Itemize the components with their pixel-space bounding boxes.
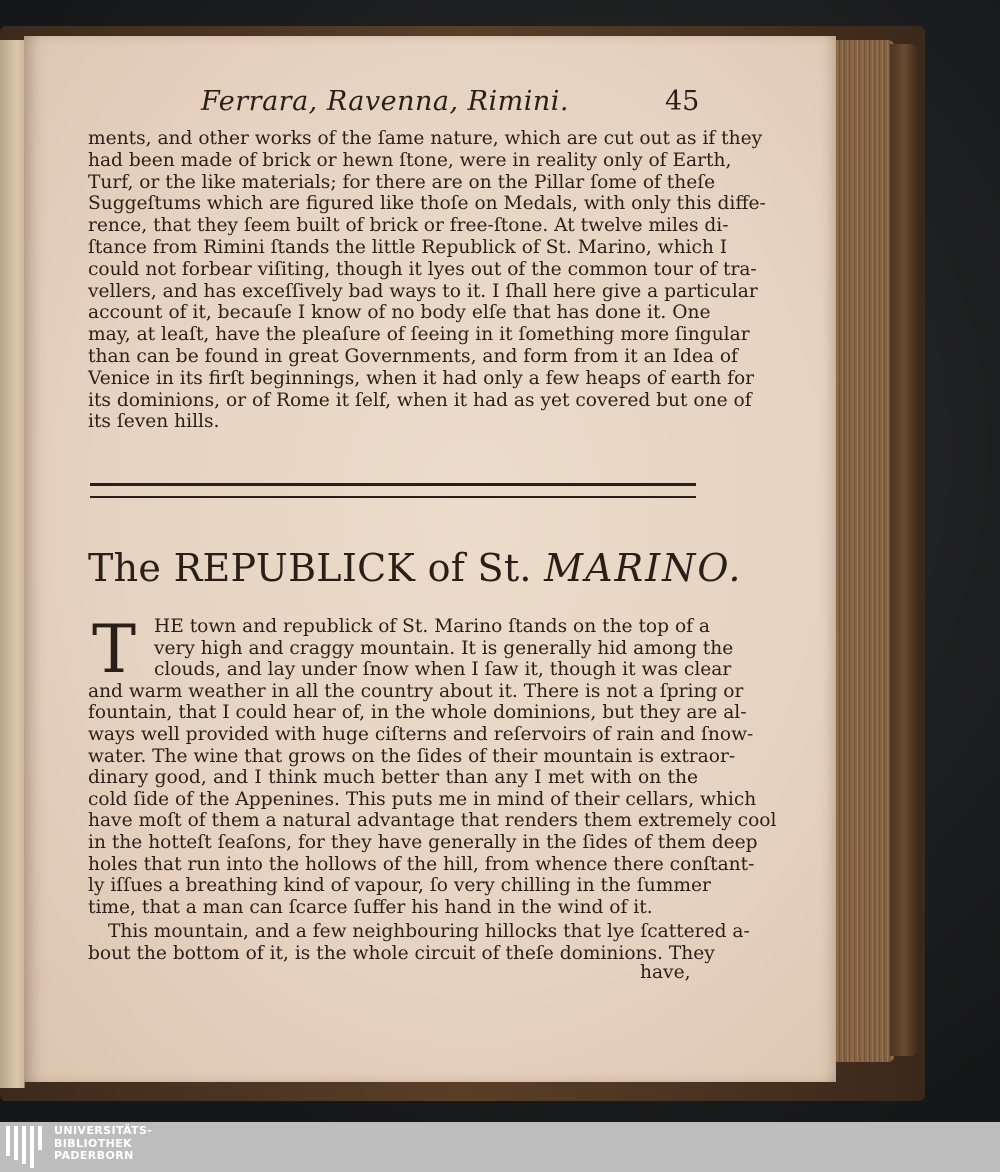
left-page-edge	[0, 40, 25, 1088]
text-line: ly iſſues a breathing kind of vapour, ſo very chilling in the ſummer	[88, 875, 711, 897]
text-line: clouds, and lay under ſnow when I ſaw it, though it was clear	[154, 659, 732, 681]
library-logo-icon	[6, 1126, 46, 1168]
text-line: Venice in its firſt beginnings, when it had only a few heaps of earth for	[88, 367, 755, 389]
text-line: Suggeſtums which are figured like thoſe on Medals, with only this diffe-	[88, 193, 766, 215]
text-line: had been made of brick or hewn ſtone, were in reality only of Earth,	[88, 149, 732, 171]
section-title	[88, 546, 743, 590]
library-footer-bar	[0, 1122, 1000, 1172]
text-line: dinary good, and I think much better than any I met with on the	[88, 767, 698, 789]
paragraph-1	[88, 128, 766, 433]
section-rule-thick	[90, 483, 696, 486]
text-line: bout the bottom of it, is the whole circuit of theſe dominions. They	[88, 942, 715, 964]
text-line: ways well provided with huge ciſterns and reſervoirs of rain and ſnow-	[88, 723, 754, 745]
text-line: fountain, that I could hear of, in the whole dominions, but they are al-	[88, 702, 747, 724]
text-line: very high and craggy mountain. It is generally hid among the	[154, 637, 734, 659]
catchword: have,	[640, 962, 691, 983]
library-name-line: PADERBORN	[54, 1149, 134, 1162]
library-name-line: BIBLIOTHEK	[54, 1136, 133, 1150]
book-binding-edge	[890, 44, 918, 1056]
text-line: ments, and other works of the ſame nature, which are cut out as if they	[88, 128, 763, 149]
section-title-roman: The REPUBLICK of St.	[88, 546, 532, 590]
page-fore-edge	[836, 40, 894, 1062]
text-line: have moſt of them a natural advantage that renders them extremely cool	[88, 810, 777, 832]
text-line: in the hotteſt ſeaſons, for they have generally in the ſides of them deep	[88, 831, 758, 853]
text-line: Turf, or the like materials; for there are on the Pillar ſome of theſe	[88, 171, 716, 193]
text-line: and warm weather in all the country about it. There is not a ſpring or	[88, 680, 744, 702]
running-head: Ferrara, Ravenna, Rimini.	[201, 86, 569, 117]
text-line: cold ſide of the Appenines. This puts me in mind of their cellars, which	[88, 788, 757, 810]
text-line: may, at leaſt, have the pleaſure of ſeeing in it ſomething more ſingular	[88, 324, 750, 346]
section-rule-thin	[90, 496, 696, 498]
text-line: holes that run into the hollows of the hill, from whence there conſtant-	[88, 853, 755, 875]
section-title-italic: MARINO.	[544, 546, 743, 590]
text-line: This mountain, and a few neighbouring hillocks that lye ſcattered a-	[108, 921, 750, 943]
text-line: account of it, becauſe I know of no body elſe that has done it. One	[88, 302, 711, 324]
library-name-line: UNIVERSITÄTS-	[54, 1124, 153, 1137]
drop-cap: T	[92, 611, 137, 688]
text-line: ſtance from Rimini ſtands the little Republick of St. Marino, which I	[88, 236, 728, 258]
page-number: 45	[665, 86, 700, 117]
paragraph-2	[88, 611, 777, 965]
text-line: could not forbear viſiting, though it lyes out of the common tour of tra-	[88, 258, 757, 280]
text-line: its dominions, or of Rome it ſelf, when it had as yet covered but one of	[88, 389, 752, 411]
text-line: HE town and republick of St. Marino ſtands on the top of a	[154, 616, 711, 637]
text-line: vellers, and has exceſſively bad ways to it. I ſhall here give a particular	[88, 280, 758, 302]
text-line: its ſeven hills.	[88, 411, 220, 433]
text-line: water. The wine that grows on the ſides of their mountain is extraor-	[88, 745, 736, 767]
text-line: rence, that they ſeem built of brick or free-ſtone. At twelve miles di-	[88, 215, 729, 237]
library-name	[54, 1125, 152, 1163]
text-line: time, that a man can ſcarce ſuffer his hand in the wind of it.	[88, 896, 653, 918]
text-line: than can be found in great Governments, and form from it an Idea of	[88, 345, 738, 367]
